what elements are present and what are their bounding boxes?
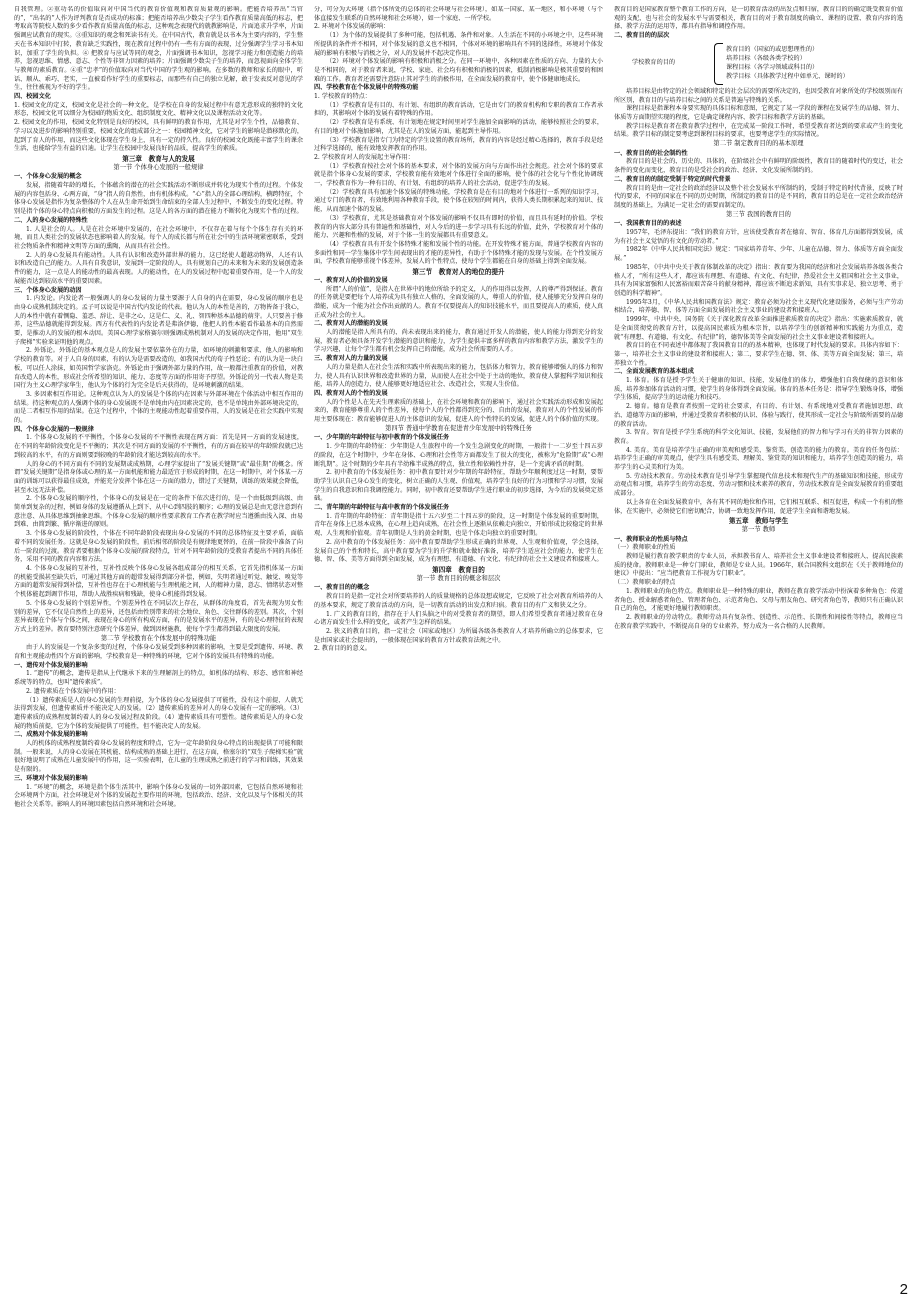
paragraph: 1. 体育。体育是授予学生关于健康的知识、技能，发展他们的体力，增强他们自我保健的意识和体质，培养参加体育活动的习惯，使学生的身体得到全面发展。体育的基本任务是：指导学生锻炼身体，增强学生体质，提高学生的运动能力和技巧。	[614, 377, 903, 402]
paragraph: 1. 人是社会的人。人是在社会环境中发展的，在社会环境中，不仅存在着与每个个体生存有关的环境，而且人类社会的发展状态也影响着人的发展。每个人的成长都与所在社会中的生活环境紧密联系，受到社会物质条件和精神文明等方面的熏陶，从而具有社会性。	[14, 225, 303, 250]
diagram-item: 培养目标（各级各类学校的）	[726, 55, 806, 63]
subsection-heading: 四、校园文化	[14, 93, 51, 101]
paragraph: 1957年，毛泽东提出：“我们的教育方针，应该使受教育者在德育、智育、体育几方面都得到发展，成为有社会主义觉悟的有文化的劳动者。”	[614, 229, 903, 245]
paragraph: 所谓“人的价值”，是指人在世界中的地位所给予的定义，人的作用得以发挥，人的尊严得到保证。教育的任务就是要把每个人培养成为具有独立人格的、全面发展的人，尊重人的价值，使人能够充分发挥自身的潜能，成为一个能为社会作出贡献的人。教育不仅要提高人的知识技能水平，而且要提高人的素质，使人真正成为社会的主人。	[314, 285, 603, 319]
paragraph: （2）学校教育是有系统、有计划地在规定时间里对学生施加全面影响的活动，能够按照社会的要求，有目的地对个体施加影响，尤其是在人的发展方面，能起到主导作用。	[314, 119, 603, 135]
subsection-heading: 一、我国教育目的的表述	[614, 220, 682, 228]
paragraph: 2. 遗传素质在个体发展中的作用：	[26, 687, 120, 695]
section-heading: 第一节 个体身心发展的一般规律	[113, 163, 204, 171]
paragraph: （3）学校教育是指专门为特定的学生设置的教育场所，教育的内容是经过精心选择的，教育手段是经过科学选择的，能有效地发挥教育的作用。	[314, 136, 603, 153]
subsection-heading: 二、教育对人的潜能的发展	[314, 320, 388, 328]
paragraph: 2. 学校教育对人的发展起主导作用：	[314, 153, 414, 161]
paragraph: 1. “遗传”的概念，遗传是指从上代继承下来的生理解剖上的特点，如机体的结构、形态、感官和神经系统等的特点，也叫“遗传素质”。	[14, 670, 303, 687]
paragraph: 1. “环境”的概念，环境是指个体生活其中，影响个体身心发展的一切外部因素，它包括自然环境和社会环境两个方面，社会环境是对个体的发展起主要作用的环境，包括政治、经济、文化以及与个体相关的其他社会关系等。影响人的环境因素包括自然环境和社会环境。	[14, 783, 303, 808]
subsection-heading: 二、成熟对个体发展的影响	[14, 731, 88, 739]
paragraph: 人的潜能是指人所具有的、尚未表现出来的能力，教育通过开发人的潜能，使人的能力得到充分的发展，教育者必须具备开发学生潜能的意识和能力，为学生提供丰富多样的教育内容和教学方法，激发学生的学习兴趣，让每个学生都有机会发挥自己的潜能，成为社会所需要的人才。	[314, 329, 603, 354]
paragraph: 2. 德育。德育是教育者按照一定的社会要求，有目的、有计划、有系统地对受教育者施加思想、政治、道德等方面的影响，并通过受教育者积极的认识、体验与践行，使其形成一定社会与阶级所需要的品德的教育活动。	[614, 403, 903, 428]
paragraph: 教育目的是社会的、历史的、具体的，在阶级社会中有鲜明的阶级性，教育目的随着时代的变迁，社会条件的变化而变化，教育目的是受社会的政治、经济、文化发展所制约的。	[614, 158, 903, 175]
paragraph: 2. 校园文化的作用，校园文化特别是良好的校风，具有鲜明的教育作用，尤其是对学生个性，品德教育、学习以及进步的影响特别重要，校园文化的组成部分之一：校园精神文化，它对学生的影响是潜移默化的，起到了育人的作用，而这些文化体现在学生身上，具有一定的持久性。良好的校园文化既能丰富学生的课余生活，也能给学生有益的启迪。让学生在校园中发展良好的品质，提高学生的素质。	[14, 119, 303, 153]
paragraph: 4. 美育。美育是培养学生正确的审美观和感受美、鉴赏美、创造美的能力的教育。美育的任务包括：培养学生正确的审美观点，使学生具有感受美、理解美、鉴赏美的知识和能力，培养学生创造美的能力，培养学生的心灵美和行为美。	[614, 446, 903, 472]
section-heading: 第二节 学校教育在个体发展中的特殊功能	[100, 634, 217, 642]
paragraph: （2）学校教育具有加速个体发展的特殊功能，学校教育是在有目的地对个体进行一系列的知识学习，通过专门的教育者，有效地利用各种教育手段，使个体在较短的时间内，获得人类长期积累起来的知识、技能，从而加速个体的发展。	[314, 188, 603, 214]
paragraph: 1982年《中华人民共和国宪法》规定：“国家培养青年、少年、儿童在品德、智力、体质等方面全面发展。”	[614, 246, 903, 263]
paragraph: （1）为个体的发展提供了多种可能，包括机遇、条件和对象。人生活在不同的小环境之中，这些环境所提供的条件并不相同，对个体发展的意义也不相同，个体对环境的影响具有不同的选择性，环境对个体发展的影响有积极与消极之分，对人的发展并不起决定作用。	[314, 32, 603, 57]
section-heading: 第四节 普通中学教育在促进青少年发展中的特殊任务	[385, 424, 532, 432]
subsection-heading: 四、教育对人的个性的发展	[314, 389, 388, 397]
subsection-heading: 三、个体身心发展的动因	[14, 286, 82, 294]
subsection-heading: 三、教育对人的力量的发展	[314, 355, 388, 363]
paragraph: 5. 个体身心发展的个别差异性，个别差异性在不同层次上存在，从群体的角度看，首先表现为男女性别的差异，它不仅是自然性上的差异，还包括由性别带来的社会地位、角色、交往群体的差别。其次，个别差异表现在个体与个体之间，表现在身心的所有构成方面，有的是发展水平的差异，有的是心理特征的表现方式上的差异。教育要特别注意研究个体差异，做到因材施教，使每个学生都得到最大限度的发展。	[14, 599, 303, 633]
paragraph: （2）环境对个体发展的影响有积极和消极之分。在同一环境中，各种因素在性质的方向、力量的大小是不相同的，对于教育者来说，学校、家庭、社会均有积极和消极的因素，抵制消极影响是极其重要的和困难的工作。教育者还需要注意防止其对学生的消极作用，在全面发展的教育中，使个体健康地成长。	[314, 58, 603, 83]
paragraph: 5. 劳动技术教育。劳动技术教育是引导学生掌握现代信息技术和现代生产的基础知识和技能，形成劳动观点和习惯，培养学生的劳动态度、劳动习惯和技术素养的教育，劳动技术教育是全面发展教育的重要组成部分。	[614, 472, 903, 498]
paragraph: 2. 教师职业的劳动特点。教师劳动具有复杂性、创造性、示范性、长期性和间接性等特点，教师应当在教育教学实践中，不断提高自身的专业素养，努力成为一名合格的人民教师。	[614, 614, 903, 630]
paragraph: 教育目的是国家教育整个教育工作的方向，是一切教育活动的出发点和归宿，教育目的的确定既受教育价值观的支配，也与社会的发展水平与需要相关，教育目的对于教育制度的确立、课程的设置、教育内容的选择、教学方法的运用等，都具有指导和调控作用。	[614, 6, 903, 31]
chapter-heading: 第四章 教育目的	[432, 566, 485, 574]
section-heading: 第三节 我国的教育目的	[726, 210, 791, 218]
paragraph: 教育目的在不同表述中都体现了我国教育目的的基本精神，也体现了时代发展的要求。具体内容如下：第一，培养社会主义事业的建设者和接班人；第二，要求学生在德、智、体、美等方面全面发展；第三，培养独立个性。	[614, 342, 903, 367]
paragraph: 以上各育在全面发展教育中，各有其不同的地位和作用，它们相互联系、相互促进，构成一个有机的整体，在实施中，必须使它们密切配合，协调一致地发挥作用，促进学生全面和谐地发展。	[614, 498, 903, 515]
paragraph: （一）教师职业的性质	[614, 544, 676, 552]
paragraph: 人的力量是指人在社会生活和实践中所表现出来的能力，包括体力和智力，教育能够增强人的体力和智力，使人具有认识世界和改造世界的力量，从而使人在社会中处于主动的地位，教育使人掌握科学知识和技能，培养人的创造力，使人能够更好地适应社会、改造社会，实现人生价值。	[314, 363, 603, 389]
paragraph: 1. 内发论。内发论者一般强调人的身心发展的力量主要源于人自身的内在需要，身心发展的顺序也是由身心成熟机制决定的。孟子可以说是中国古代内发论的代表。他认为人的本性是善的，万物皆备于我心，人的本性中就有着恻隐、羞恶、辞让、是非之心，这是仁、义、礼、智四种基本品德的萌芽。人只要善于修养，这些品德就能得到发展。西方有代表性的内发论者是弗洛伊德，他把人的性本能看作最基本的自然需要，是推动人的发展的根本动因。美国心理学家格赛尔则强调成熟机制对人的发展的决定作用，他用“双生子爬梯”实验来证明他的观点。	[14, 295, 303, 346]
subsection-heading: 四、个体身心发展的一般规律	[14, 425, 94, 433]
paragraph: （1）学校教育按社会对个体的基本要求，对个体的发展方向与方面作出社会规范。社会对个体的要求就是指个体身心发展的要求，学校教育能有效地对个体进行全面的影响，使个体的社会化与个性化协调统一，学校教育作为一种有目的、有计划、有组织的培养人的社会活动，促进学生的发展。	[314, 162, 603, 188]
paragraph: 1. 少年期的年龄特征：少年期是人生旅程中的一个发生急剧变化的时期，一般指十一二岁至十四五岁的阶段，在这个时期中，少年在身体、心理和社会性等方面都发生了很大的变化，被称为“危险期”或“心理断乳期”。这个时期的少年具有半幼稚半成熟的特点，独立性和依赖性并存，是一个充满矛盾的时期。	[314, 443, 603, 468]
paragraph: 3. 智育。智育是授予学生系统的科学文化知识、技能，发展他们的智力和与学习有关的非智力因素的教育。	[614, 429, 903, 445]
subsection-heading: 一、教育目的的社会制约性	[614, 149, 688, 157]
paragraph: 4. 个体身心发展的互补性，互补性反映个体身心发展各组成部分的相互关系，它首先指机体某一方面的机能受损甚至缺失后，可通过其他方面的超常发展得到部分补偿，例如，失明者通过听觉、触觉、嗅觉等方面的超常发展得到补偿，互补性也存在于心理机能与生理机能之间，人的精神力量，意志、情绪状态对整个机体能起到调节作用，帮助人战胜疾病和残缺，使身心机能得到发展。	[14, 565, 303, 599]
subsection-heading: 一、少年期的年龄特征与初中教育的个体发展任务	[314, 434, 450, 442]
section-heading: 第一节 教育目的的概念和层次	[416, 574, 501, 582]
paragraph: 教育目的是由一定社会的政治经济以及整个社会发展水平所制约的，受制于特定的时代背景，反映了时代的要求，不同的国家在不同的历史时期，所制定的教育目的是不同的，教育目的总是在一定社会政治经济制度的基础上，为满足一定社会的需要而制定的。	[614, 184, 903, 209]
section-heading: 第二节 制定教育目的的基本原理	[713, 140, 804, 148]
paragraph: 教育目的是指一定社会对所要培养的人的质量规格的总体设想或规定，它反映了社会对教育所培养的人的基本要求，规定了教育活动的方向，是一切教育活动的出发点和归宿。教育目的有广义和狭义之分。	[314, 593, 603, 609]
subsection-heading: 一、教育对人的价值的发展	[314, 276, 388, 284]
subsection-heading: 四、学校教育在个体发展中的特殊功能	[314, 84, 419, 92]
chapter-heading: 第三章 教育与人的发展	[122, 154, 195, 163]
paragraph: 课程目标是指课程本身要实现的具体目标和意图，它规定了某一学段的课程在发展学生的品德、智力、体质等方面期望实现的程度，它是确定课程内容、教学目标和教学方法的基础。	[614, 105, 903, 121]
paragraph: 1. 青年期的年龄特征：青年期是指十五六岁至二十四五岁的阶段，这一时期是个体发展的重要时期，青年在身体上已基本成熟，在心理上趋向成熟，在社会性上逐渐从依赖走向独立，开始形成比较稳定的世界观、人生观和价值观。青年初期是人生的黄金时期，也是个体走向独立的重要时期。	[314, 512, 603, 538]
paragraph: （3）学校教育，尤其是基础教育对个体发展的影响不仅具有即时的价值，而且具有延时的价值。学校教育的内容大部分具有普遍性和基础性，对人今后的进一步学习具有长远的价值，此外，学校教育对个体的能力、兴趣和性格的发展，对于个体一生的发展都具有重要意义。	[314, 214, 603, 240]
paragraph: 2. 高中教育的个体发展任务：高中教育要帮助学生形成正确的世界观、人生观和价值观，学会选择，发展自己的个性和特长，高中教育要为学生的升学和就业做好准备，培养学生适应社会的能力，使学生在德、智、体、美等方面得到全面发展，成为有理想、有道德、有文化、有纪律的社会主义建设者和接班人。	[314, 538, 603, 564]
text-column-3	[614, 6, 903, 1274]
paragraph: 教师是履行教育教学职责的专业人员，承担教书育人、培养社会主义事业建设者和接班人、提高民族素质的使命。教师职业是一种专门职业，教师是专业人员。1966年，联合国教科文组织在《关于教师地位的建议》中提出：“应当把教育工作视为专门职业”。	[614, 553, 903, 578]
paragraph: （4）学校教育具有开发个体特殊才能和发展个性的功能。在开发特殊才能方面，普通学校教育内容的多面性和同一学生集体中学生间表现出的才能的差异性，有助于个体特殊才能的发现与发展。在个性发展方面，学校教育能够重视个体差异，发展人的个性特点，使每个学生都能在自身的基础上得到全面发展。	[314, 240, 603, 266]
diagram-root-label: 学校教育的目的	[632, 59, 675, 67]
paragraph: 分，可分为大环境（指个体所处的总体的社会环境与社会环境），如某一国家、某一地区，和小环境（与个体直接发生联系的自然环境和社会环境），如一个家庭、一所学校。	[314, 6, 603, 22]
chapter-heading: 第五章 教师与学生	[728, 517, 789, 526]
paragraph: 人的身心的不同方面有不同的发展期或成熟期，心理学家提出了“发展关键期”或“最佳期”的概念。所谓“发展关键期”是指身体或心理的某一方面机能和能力最适宜于形成的时期，在这一时期中，对个体某一方面的训练可以获得最佳成效，并能充分发挥个体在这一方面的潜力，错过了关键期，训练的效果就会降低，甚至永远无法补偿。	[14, 460, 303, 494]
subsection-heading: 一、个体身心发展的概念	[14, 173, 82, 181]
diagram-item: 教学目标（具体教学过程中如单元、课时的）	[726, 72, 849, 80]
paragraph: 培养目标是由特定的社会领域和特定的社会层次的需要所决定的，也因受教育对象所处的学校级别而有所区别，教育目的与培养目标之间的关系是普遍与特殊的关系。	[614, 87, 903, 104]
paragraph: 自我管理。②重功名的价值取向对中国当代的教育价值观和教育质量观的影响。把能否培养出“当官的”，“出名的”人作为评判教育是否成功的标准；把能否培养出少数尖子学生看作教育质量高低的标志，把考取高等院校人数的多少看作教育质量高低的标志，这种观念表现代的就教影响是，片面追求升学率，片面强调应试教育的现实。③重知识的观念和死读书有关。在中国古代，教育就是以书本为主要内容的，学生整天在书本知识中打转，教育缺乏实践性，现在教育过程中仍有一些有方面的表现，过分强调学生学习书本知识，加重了学生的负担。④ 把教育与应试等同的观念，片面强调书本知识，忽视学习能力和创造能力的培养，忽视思维、情感、意志、个性等非智力因素的培养；片面强调少数尖子生的培养，而忽视面向全体学生与教师的素质教育。④重“忠孝”的价值取向对当代中国的学生观的影响。在多数的教师和家长的眼中，听话、顺从、乖巧、老实，一直被看作好学生的重要标志，而那些有自己的独立见解，敢于发表反对意见的学生，往往被视为不好的学生。	[14, 6, 303, 92]
diagram-item: 课程目标（各学习领域或科目的）	[726, 63, 819, 71]
paragraph: 1985年，《中共中央关于教育体制改革的决定》指出：教育要为我国的经济和社会发展培养各级各类合格人才，“所有这些人才，都应该有理想、有道德、有文化、有纪律，热爱社会主义祖国和社会主义事业，具有为国家富强和人民富裕而艰苦奋斗的献身精神，都应该不断追求新知，具有实事求是、独立思考、勇于创造的科学精神”。	[614, 263, 903, 297]
paragraph: 人的个性是人在先天生理素质的基础上，在社会环境和教育的影响下，通过社会实践活动形成和发展起来的，教育能够尊重人的个性差异，使每个人的个性都得到充分的、自由的发展，教育对人的个性发展的作用主要体现在：教育能够促进人的主体意识的发展，促进人的个性特长的发展，促进人的个体价值的实现。	[314, 398, 603, 424]
paragraph: 1. 广义的教育目的，指存在于人们头脑之中的对受教育者的期望，即人们希望受教育者通过教育在身心诸方面发生什么样的变化，或者产生怎样的结果。	[314, 610, 603, 627]
paragraph: （二）教师职业的特点	[614, 579, 676, 587]
paragraph: （1）遗传素质是人的身心发展的生理前提，为个体的身心发展提供了可能性，没有这个前提，人就无法得到发展，但遗传素质并不能决定人的发展。（2）遗传素质的差异对人的身心发展有一定的影响。（3）遗传素质的成熟程度制约着人的身心发展过程及阶段。（4）遗传素质具有可塑性。遗传素质是人的身心发展的物质前提，它为个体的发展提供了可能性，但不能决定人的发展。	[14, 696, 303, 730]
paragraph: 人的机体的成熟程度制约着身心发展的程度和特点，它为一定年龄阶段身心特点的出现提供了可能和限制。一般来说，人的身心发展在其机能、结构成熟的基础上进行，在这方面，格塞尔的“双生子爬梯实验”就很好地说明了成熟在儿童发展中的作用，这一实验表明，在儿童的生理成熟之前进行的学习和训练，其效果是有限的。	[14, 740, 303, 774]
paragraph: 发展，指随着年龄的增长，个体蕴含的潜在的社会实践活动不断形成并转化为现实个性的过程。个体发展的内容包括身、心两方面，“身”指人的自然性，由有机体构成。“心”指人的全部心理结构，横跨特征，个体身心发展是指作为复杂整体的个人在从生命开始到生命结束的全部人生过程中，不断发生的变化过程。特别是指个体的身心特点向积极的方面发生的过程。这是人的各方面的潜在能力不断转化为现实个性的过程。	[14, 182, 303, 216]
subsection-heading: 二、青年期的年龄特征与高中教育的个体发展任务	[314, 504, 450, 512]
subsection-heading: 三、环境对个体发展的影响	[14, 774, 88, 782]
education-levels-diagram	[614, 43, 903, 85]
paragraph: 由于人的发展是一个复杂多变的过程，个体身心发展受到多种因素的影响，主要是受到遗传、环境、教育和主观能动性四个方面的影响，学校教育是一种特殊的环境，它对个体的发展具有特殊的功能。	[14, 644, 303, 661]
paragraph: 2. 初中教育的个体发展任务：初中教育要针对少年期的年龄特征，帮助少年顺利度过这一时期，要帮助学生认识自己身心发生的变化，树立正确的人生观、价值观，培养学生良好的行为习惯和学习习惯，发展学生的自我意识和自我调控能力。同时，初中教育还要帮助学生进行职业的初步选择，为今后的发展奠定基础。	[314, 469, 603, 503]
subsection-heading: 二、人的身心发展的特殊性	[14, 216, 88, 224]
paragraph: 2. 教育目的的意义。	[314, 645, 371, 653]
paragraph: 2. 环境对个体发展的影响：	[314, 23, 390, 31]
paragraph: （1）学校教育是有目的、有计划、有组织的教育活动，它是由专门的教育机构和专职的教育工作者承担的，其影响对个体的发展有着特殊的作用。	[314, 101, 603, 118]
diagram-item: 教育目的（国家的或思想理性的）	[726, 46, 819, 54]
paragraph: 1. 学校教育的特点：	[314, 93, 371, 101]
paragraph: 1. 个体身心发展的不平衡性，个体身心发展的不平衡性表现在两方面：首先是同一方面的发展速度，在不同的年龄阶段变化是不平衡的；其次是不同方面的发展的不平衡性，有的方面在较早的年龄阶段就已达到较高的水平，有的方面则要到较晚的年龄阶段才能达到较高的水平。	[14, 434, 303, 459]
paragraph: 1. 校园文化的定义，校园文化是社会的一种文化，是学校在自身的发展过程中有意无意形成的独特的文化形态，校园文化可以细分为校园的物质文化、组织制度文化、精神文化以及课程活动文化等。	[14, 101, 303, 118]
text-column-2	[314, 6, 603, 1274]
paragraph: 3. 多因素相互作用论。这种观点认为人的发展是个体的内在因素与外部环境在个体活动中相互作用的结果。持这种观点的人强调个体的身心发展既不是单纯由内在因素决定的，也不是单纯由外部环境决定的，而是二者相互作用的结果。在这个过程中，个体的主观能动性起着重要作用，人的发展是在社会实践中实现的。	[14, 390, 303, 425]
text-column-1	[14, 6, 303, 1274]
paragraph: 1999年，中共中央、国务院《关于深化教育改革全面推进素质教育的决定》指出：实施素质教育，就是全面贯彻党的教育方针，以提高国民素质为根本宗旨，以培养学生的创新精神和实践能力为重点，造就“有理想、有道德、有文化、有纪律”的，德智体美等全面发展的社会主义事业建设者和接班人。	[614, 316, 903, 341]
paragraph: 2. 人的身心发展具有能动性。人具有认识和改造外部世界的能力，这已经使人超越动物界，人还有认识和改造自己的能力。人具有自我意识，发展到一定阶段的人，具有规划自己的未来和为未来的发展创造条件的能力，这一点是人的能动性的最高表现。人的能动性，在人的发展过程中起着重要作用，是一个人的发展能否达到较高水平的重要因素。	[14, 251, 303, 285]
subsection-heading: 二、教育目的的层次	[614, 32, 670, 40]
page-number: 2	[899, 1281, 908, 1298]
subsection-heading: 一、教师职业的性质与特点	[614, 535, 688, 543]
subsection-heading: 二、教育目的的制定受制于特定的时代背景	[614, 175, 731, 183]
subsection-heading: 一、遗传对个体发展的影响	[14, 661, 88, 669]
paragraph: 1995年3月，《中华人民共和国教育法》规定：教育必须为社会主义现代化建设服务，必须与生产劳动相结合，培养德、智、体等方面全面发展的社会主义事业的建设者和接班人。	[614, 298, 903, 315]
brace-icon	[714, 43, 723, 85]
paragraph: 3. 个体身心发展的阶段性，个体在不同年龄阶段表现出身心发展的不同的总体特征及主要矛盾，面临着不同的发展任务。这就是身心发展的阶段性，前后相邻的阶段是有规律地更替的，在前一阶段中准备了向后一阶段的过渡。教育者要根据个体身心发展的阶段特点，针对不同年龄阶段的受教育者提出不同的具体任务，采用不同的教育内容和方法。	[14, 530, 303, 564]
section-heading: 第一节 教师	[741, 525, 776, 533]
paragraph: 教学目标是教育者在教育教学过程中，在完成某一阶段工作时，希望受教育者达到的要求或产生的变化结果。教学目标的制定要考虑到课程目标的要求，也要考虑学生的实际情况。	[614, 122, 903, 139]
subsection-heading: 二、全面发展教育的基本组成	[614, 368, 694, 376]
diagram-items	[726, 46, 903, 81]
paragraph: 1. 教师职业的角色特点。教师职业是一种特殊的职业，教师在教育教学活动中扮演着多种角色：传道者角色、授业解惑者角色、管理者角色、示范者角色、父母与朋友角色、研究者角色等，教师只有正确认识自己的角色，才能更好地履行教师职责。	[614, 587, 903, 613]
subsection-heading: 一、教育目的的概念	[314, 584, 370, 592]
paragraph: 2. 狭义的教育目的，指一定社会（国家或地区）为所属各级各类教育人才培养所确立的总体要求，它是由国家或社会提出的，一般体现在国家的教育方针或教育法规之中。	[314, 627, 603, 644]
chapter-heading: 第三节 教育对人的地位的提升	[412, 268, 505, 277]
paragraph: 2. 外铄论。外铄论的基本观点是人的发展主要依靠外在的力量，如环境的刺激和要求、他人的影响和学校的教育等。对于人自身的因素，有的认为是需要改造的，如我国古代的荀子性恶论；有的认为是一块白板，可以任人涂抹，如英国哲学家洛克。外铄论由于强调外部力量的作用，故一般都注重教育的价值，对教育改造人的本性，形成社会所希望的知识、能力、态度等方面的作用寄予厚望。外铄论的另一代表人物是美国行为主义心理学家华生，他认为个体的行为完全是后天获得的，是环境刺激的结果。	[14, 347, 303, 390]
paragraph: 2. 个体身心发展的顺序性，个体身心的发展是在一定的条件下依次进行的，是一个由低级到高级、由简单到复杂的过程，例如身体的发展遵循从上到下、从中心到四肢的顺序；心理的发展总是由无意注意到有意注意、从具体思维到抽象思维。个体身心发展的顺序性要求教育工作者在教学时应当遵循由浅入深、由易到难、由简到繁、循序渐进的原则。	[14, 495, 303, 529]
